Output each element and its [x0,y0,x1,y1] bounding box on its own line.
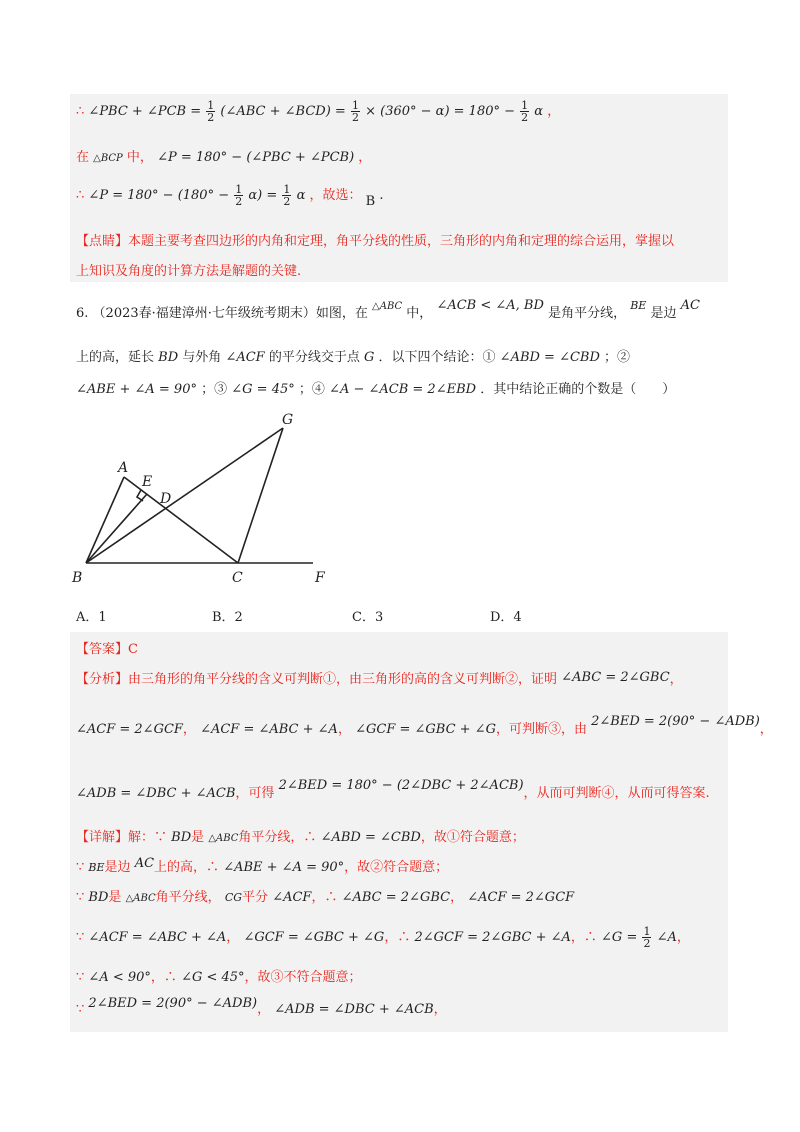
label-g: G [282,412,294,428]
option-b[interactable]: B．2 [212,610,243,625]
segment-be [86,494,147,563]
label-b: B [72,570,83,586]
label-e: E [142,474,153,490]
detail-line-3: ∵ BD是 △ABC角平分线， CG平分 ∠ACF，∴ ∠ABC = 2∠GBC， ∠ACF = 2∠GCF [76,890,575,905]
label-f: F [315,570,325,586]
fraction-half: $\frac{1}{2}$ [283,183,291,208]
fraction-half: $\frac{1}{2}$ [235,183,243,208]
fraction-half: $\frac{1}{2}$ [207,99,215,124]
fraction-half: $\frac{1}{2}$ [643,925,651,950]
question-line-1: 6. （2023春·福建漳州·七年级统考期末）如图，在 $^{\triangle ABC}$ 中， ∠ACB < ∠A, BD 是角平分线， $^{BE}$ 是边 AC [76,298,700,321]
question-line-3: ∠ABE + ∠A = 90° ；③ ∠G = 45° ；④ ∠A − ∠ACB = 2∠EBD ．其中结论正确的个数是（ ） [76,382,676,397]
label-a: A [118,460,129,476]
solution-line-3: ∴ ∠P = 180° − (180° − $\frac{1}{2}$ α) = $\frac{1}{2}$ α ，故选： B . [76,183,384,209]
solution-line-2: 在 △BCP 中， ∠P = 180° − (∠PBC + ∠PCB) ， [76,150,372,165]
label-c: C [232,570,243,586]
question-line-2: 上的高，延长 BD 与外角 ∠ACF 的平分线交于点 G ．以下四个结论：① ∠ABD = ∠CBD ；② [76,350,631,365]
option-d[interactable]: D．4 [490,610,522,625]
solution-line-1: ∴ ∠PBC + ∠PCB = $\frac{1}{2}$ (∠ABC + ∠BCD) = $\frac{1}{2}$ × (360° − α) = 180° − $\frac{1}{2}$ α ， [76,99,561,124]
fraction-half: $\frac{1}{2}$ [521,99,529,124]
detail-line-5: ∵ ∠A < 90°，∴ ∠G < 45°，故③不符合题意； [76,970,362,985]
analysis-line-2: ∠ACF = 2∠GCF， ∠ACF = ∠ABC + ∠A， ∠GCF = ∠GBC + ∠G，可判断③，由 2∠BED = 2(90° − ∠ADB)， [76,714,773,737]
detail-line-4: ∵ ∠ACF = ∠ABC + ∠A， ∠GCF = ∠GBC + ∠G，∴ 2∠GCF = 2∠GBC + ∠A，∴ ∠G = $\frac{1}{2}$ ∠A， [76,925,690,950]
answer-letter: B [365,194,376,209]
detail-line-1: 【详解】解：∵ BD是 △ABC角平分线，∴ ∠ABD = ∠CBD，故①符合题意； [76,830,525,845]
analysis-line-3: ∠ADB = ∠DBC + ∠ACB，可得 2∠BED = 180° − (2∠DBC + 2∠ACB)，从而可判断④，从而可得答案. [76,778,710,801]
option-a[interactable]: A．1 [76,610,107,625]
answer-value: C [128,642,138,657]
analysis-line-1: 【分析】由三角形的角平分线的含义可判断①，由三角形的高的含义可判断②，证明 ∠ABC = 2∠GBC， [76,670,683,687]
segment-cg [238,428,283,563]
option-c[interactable]: C．3 [352,610,384,625]
detail-line-6: ∵ 2∠BED = 2(90° − ∠ADB)， ∠ADB = ∠DBC + ∠ACB， [76,996,447,1017]
label-d: D [160,491,172,507]
fraction-half: $\frac{1}{2}$ [351,99,359,124]
detail-line-2: ∵ BE是边 AC上的高，∴ ∠ABE + ∠A = 90°，故②符合题意； [76,856,449,875]
comment-line-1: 【点睛】本题主要考查四边形的内角和定理，角平分线的性质，三角形的内角和定理的综合运用，掌握以 [76,234,675,249]
answer-line: 【答案】C [76,642,138,657]
comment-line-2: 上知识及角度的计算方法是解题的关键. [76,264,302,279]
